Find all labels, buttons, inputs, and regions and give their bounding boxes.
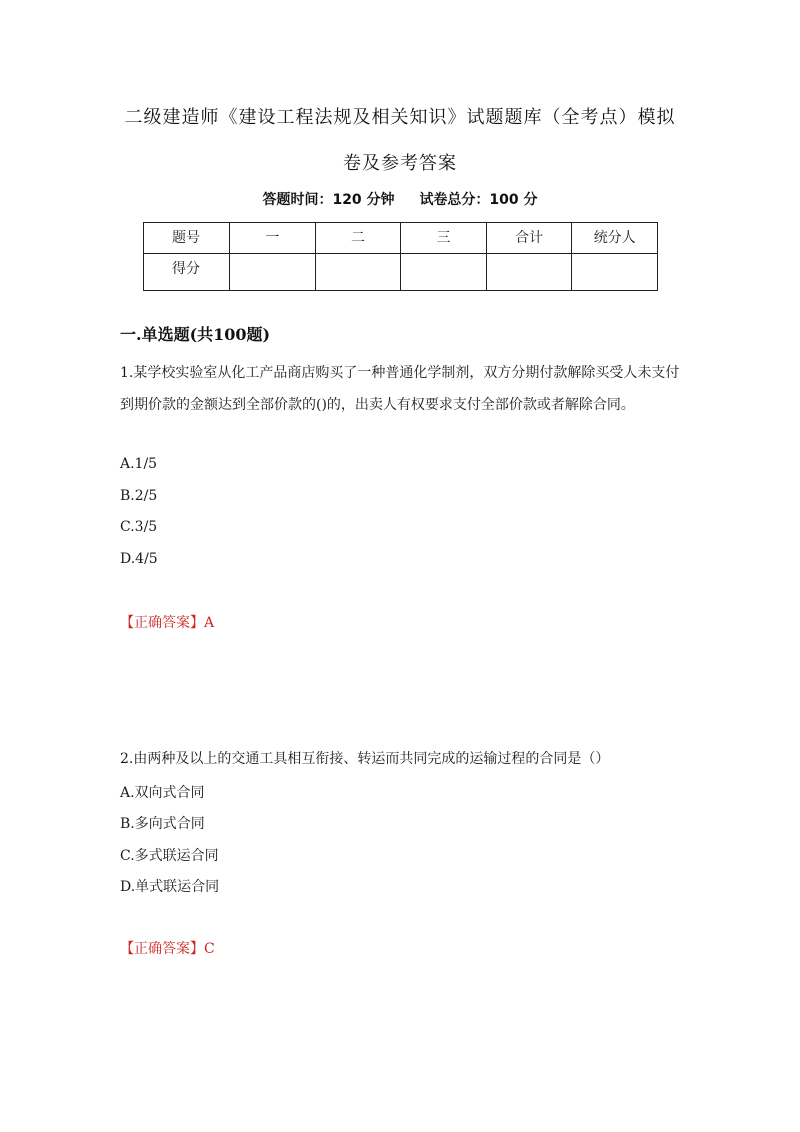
question-option: B.多向式合同 (120, 816, 205, 832)
question-option: A.双向式合同 (120, 785, 205, 801)
exam-time: 答题时间：120 分钟 (262, 192, 395, 208)
question-stem: 1.某学校实验室从化工产品商店购买了一种普通化学制剂，双方分期付款解除买受人未支付到期价款的金额达到全部价款的()的，出卖人有权要求支付全部价款或者解除合同。 (120, 365, 680, 413)
score-row-label: 得分 (144, 254, 230, 291)
exam-meta (0, 189, 800, 209)
score-header-cell: 一 (230, 223, 316, 254)
score-header-cell: 合计 (486, 223, 572, 254)
question-option: A.1/5 (120, 456, 158, 472)
score-cell (315, 254, 401, 291)
score-header-cell: 统分人 (572, 223, 658, 254)
score-table (143, 222, 658, 291)
correct-answer: 【正确答案】A (120, 615, 215, 631)
score-table-header-row (144, 223, 658, 254)
score-cell (486, 254, 572, 291)
score-table-score-row (144, 254, 658, 291)
document-title-line-2: 卷及参考答案 (343, 153, 457, 174)
score-header-cell: 题号 (144, 223, 230, 254)
question-stem: 2.由两种及以上的交通工具相互衔接、转运而共同完成的运输过程的合同是（） (120, 751, 610, 767)
score-cell (572, 254, 658, 291)
exam-total-score: 试卷总分：100 分 (419, 192, 538, 208)
document-title-line-1: 二级建造师《建设工程法规及相关知识》试题题库（全考点）模拟 (124, 107, 676, 128)
question-option: B.2/5 (120, 488, 158, 504)
question-option: D.4/5 (120, 551, 158, 567)
score-header-cell: 二 (315, 223, 401, 254)
score-cell (401, 254, 487, 291)
question-option: D.单式联运合同 (120, 879, 220, 895)
score-cell (230, 254, 316, 291)
correct-answer: 【正确答案】C (120, 941, 215, 957)
section-title: 一.单选题(共100题) (120, 325, 271, 344)
question-option: C.多式联运合同 (120, 848, 219, 864)
score-header-cell: 三 (401, 223, 487, 254)
question-option: C.3/5 (120, 519, 158, 535)
